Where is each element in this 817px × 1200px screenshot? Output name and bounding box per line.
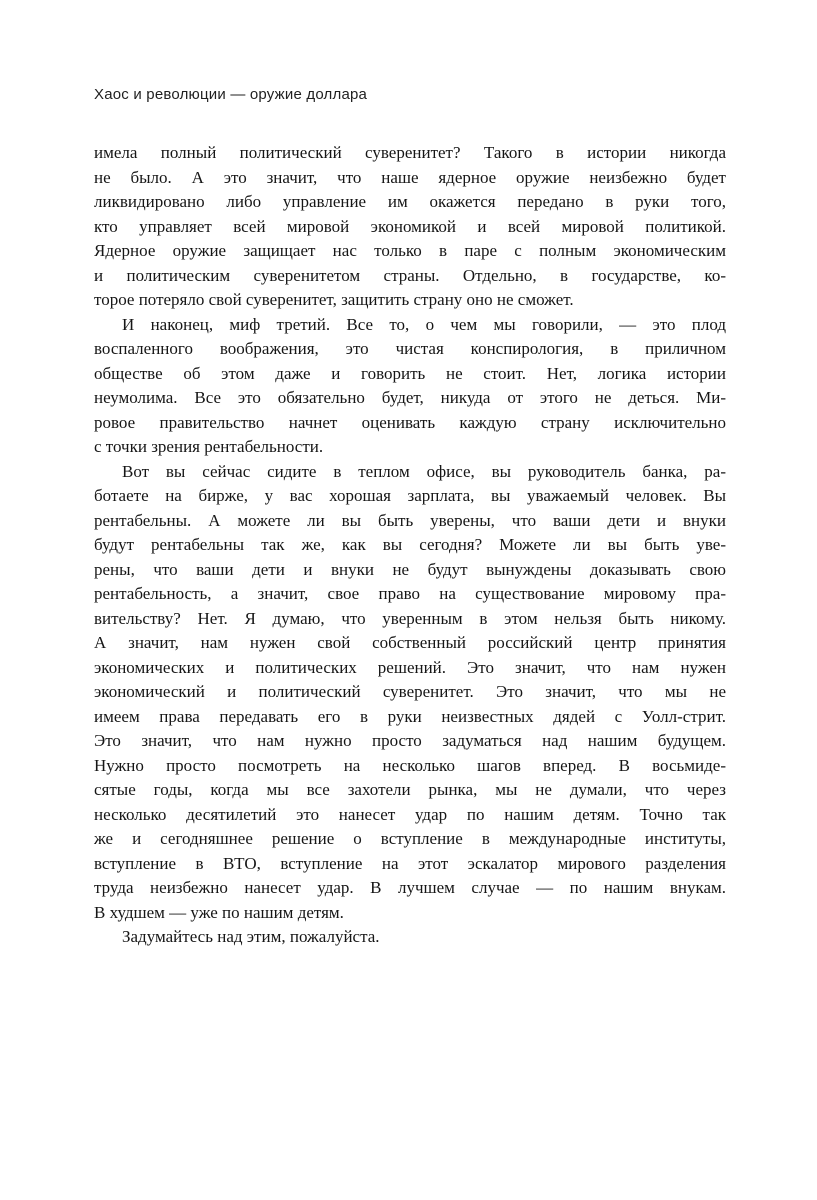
text-line: будут рентабельны так же, как вы сегодня? Можете ли вы быть уве- — [94, 535, 726, 554]
text-line: несколько десятилетий это нанесет удар по нашим детям. Точно так — [94, 804, 726, 824]
text-line: рентабельны. А можете ли вы быть уверены, что ваши дети и внуки — [94, 510, 726, 530]
text-line: экономических и политических решений. Это значит, что нам нужен — [94, 657, 726, 677]
text-line: ровое правительство начнет оценивать каждую страну исключительно — [94, 412, 726, 432]
text-line: ликвидировано либо управление им окажется передано в руки того, — [94, 192, 726, 211]
text-line: и политическим суверенитетом страны. Отдельно, в государстве, ко- — [94, 265, 726, 285]
text-line: торое потеряло свой суверенитет, защитить страну оно не сможет. — [94, 290, 574, 309]
text-line: Вот вы сейчас сидите в теплом офисе, вы руководитель банка, ра- — [122, 461, 726, 481]
text-line: с точки зрения рентабельности. — [94, 437, 324, 456]
text-line: неумолима. Все это обязательно будет, никуда от этого не деться. Ми- — [94, 388, 726, 407]
paragraph — [94, 313, 726, 460]
page-body — [94, 141, 726, 950]
text-line: труда неизбежно нанесет удар. В лучшем случае — по нашим внукам. — [94, 878, 726, 897]
text-line: сятые годы, когда мы все захотели рынка, мы не думали, что через — [94, 780, 726, 799]
running-header: Хаос и революции — оружие доллара — [94, 86, 368, 103]
text-line: вступление в ВТО, вступление на этот эскалатор мирового разделения — [94, 853, 726, 873]
text-line: В худшем — уже по нашим детям. — [94, 902, 344, 922]
text-line: ботаете на бирже, у вас хорошая зарплата, вы уважаемый человек. Вы — [94, 486, 726, 505]
paragraph — [94, 460, 726, 926]
text-line: рентабельность, а значит, свое право на существование мировому пра- — [94, 584, 726, 603]
text-line: обществе об этом даже и говорить не стоит. Нет, логика истории — [94, 363, 726, 383]
text-line: имела полный политический суверенитет? Такого в истории никогда — [94, 143, 726, 162]
paragraph — [94, 925, 726, 950]
text-line: А значит, нам нужен свой собственный российский центр принятия — [94, 633, 726, 652]
text-line: имеем права передавать его в руки неизвестных дядей с Уолл-стрит. — [94, 706, 726, 726]
text-line: кто управляет всей мировой экономикой и всей мировой политикой. — [94, 216, 726, 236]
text-line: Задумайтесь над этим, пожалуйста. — [122, 927, 380, 946]
text-line: воспаленного воображения, это чистая конспирология, в приличном — [94, 339, 726, 358]
text-line: рены, что ваши дети и внуки не будут вынуждены доказывать свою — [94, 559, 726, 579]
text-line: не было. А это значит, что наше ядерное оружие неизбежно будет — [94, 167, 726, 187]
text-line: же и сегодняшнее решение о вступление в международные институты, — [94, 829, 726, 848]
text-line: Нужно просто посмотреть на несколько шагов вперед. В восьмиде- — [94, 755, 726, 775]
text-line: Это значит, что нам нужно просто задуматься над нашим будущем. — [94, 731, 726, 750]
text-line: Ядерное оружие защищает нас только в паре с полным экономическим — [94, 241, 726, 260]
text-line: экономический и политический суверенитет. Это значит, что мы не — [94, 682, 726, 701]
text-line: вительству? Нет. Я думаю, что уверенным в этом нельзя быть никому. — [94, 608, 726, 628]
paragraph — [94, 141, 726, 313]
text-line: И наконец, миф третий. Все то, о чем мы говорили, — это плод — [122, 314, 726, 334]
